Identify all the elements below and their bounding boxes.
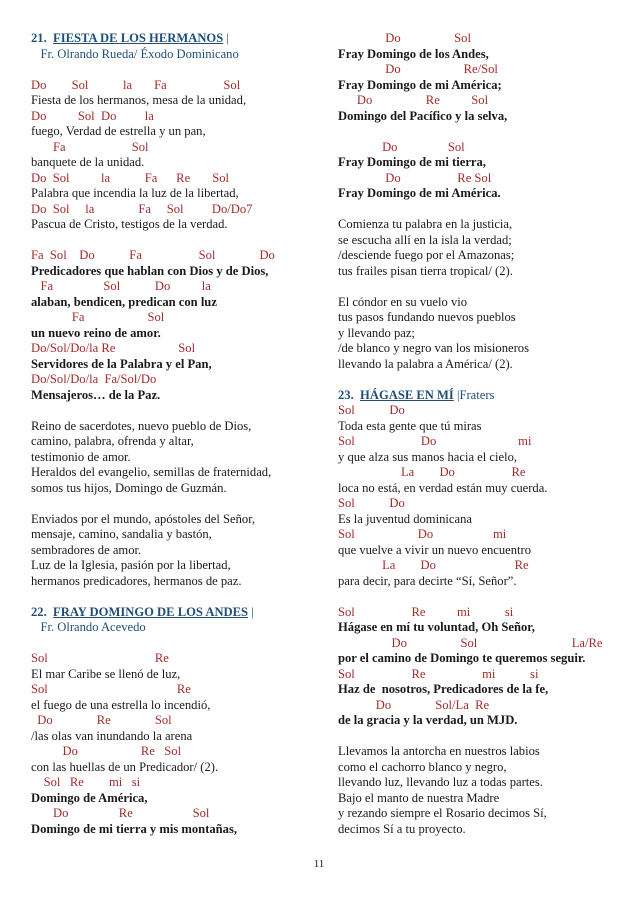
lyric-line: /desciende fuego por el Amazonas; <box>338 248 515 262</box>
song-author: Fr. Olrando Acevedo <box>31 620 146 634</box>
left-column <box>31 31 316 837</box>
chord-line: Sol Re mi si <box>338 604 514 619</box>
chord-line: Do/Sol/Do/la Re Sol <box>31 341 196 355</box>
lyric-line: decimos Sí a tu proyecto. <box>338 821 466 836</box>
chord-line: Do Sol la Fa Sol Do/Do7 <box>31 201 253 216</box>
page-number: 11 <box>313 858 325 870</box>
chord-line: Sol Do <box>338 496 405 510</box>
lyric-line: banquete de la unidad. <box>31 155 145 169</box>
spacer <box>338 124 630 140</box>
chorus-lyric-line: Fray Domingo de mi tierra, <box>338 155 486 169</box>
chord-line: Sol Do mi <box>338 434 532 448</box>
song-author-separator: | <box>223 31 229 45</box>
chord-line: Do Sol la Fa Re Sol <box>31 170 230 185</box>
chord-line: Do Re Sol <box>31 713 172 727</box>
chord-line: Fa Sol <box>31 310 165 324</box>
chord-line: Sol Re mi si <box>31 775 141 789</box>
song-title <box>31 31 316 47</box>
chorus-lyric-line: un nuevo reino de amor. <box>31 325 161 340</box>
song-number: 22. <box>31 604 47 619</box>
song-title <box>31 605 316 621</box>
lyric-line: /de blanco y negro van los misioneros <box>338 341 529 355</box>
chorus-lyric-line: Mensajeros… de la Paz. <box>31 387 161 402</box>
song-name: FRAY DOMINGO DE LOS ANDES <box>53 604 249 619</box>
spacer <box>31 62 316 78</box>
lyric-line: somos tus hijos, Domingo de Guzmán. <box>31 480 227 495</box>
lyric-line: y llevando paz; <box>338 325 415 340</box>
right-column <box>338 31 630 837</box>
chord-line: Sol Re mi si <box>338 666 539 681</box>
chorus-lyric-line: Fray Domingo de mi América; <box>338 77 502 92</box>
lyric-line: /las olas van inundando la arena <box>31 728 193 743</box>
chord-line: Fa Sol Do Fa Sol Do <box>31 248 275 262</box>
chord-line: Do Re Sol <box>31 744 182 758</box>
chorus-lyric-line: Predicadores que hablan con Dios y de Dios, <box>31 263 269 278</box>
lyric-line: el fuego de una estrella lo incendió, <box>31 697 211 712</box>
lyric-line: se escucha allí en la isla la verdad; <box>338 232 512 247</box>
lyric-line: Heraldos del evangelio, semillas de fraternidad, <box>31 465 272 479</box>
lyric-line: Pascua de Cristo, testigos de la verdad. <box>31 217 228 231</box>
spacer <box>338 279 630 295</box>
lyric-line: Es la juventud dominicana <box>338 511 472 526</box>
spacer <box>338 589 630 605</box>
lyric-line: tus frailes pisan tierra tropical/ (2). <box>338 263 513 278</box>
lyric-line: mensaje, camino, sandalia y bastón, <box>31 527 212 541</box>
chord-line: Sol Do <box>338 403 405 417</box>
lyric-line: Palabra que incendia la luz de la libertad, <box>31 186 239 200</box>
song-number: 21. <box>31 31 47 45</box>
song-title <box>338 388 630 404</box>
chord-line: Fa Sol Do la <box>31 279 211 293</box>
chorus-lyric-line: Domingo de América, <box>31 790 148 805</box>
chord-line: Do Re/Sol <box>338 62 498 76</box>
lyric-line: con las huellas de un Predicador/ (2). <box>31 759 219 774</box>
spacer <box>31 233 316 249</box>
chord-line: La Do Re <box>338 558 529 572</box>
chord-line: Sol Re <box>31 651 169 665</box>
lyric-line: Luz de la Iglesia, pasión por la libertad, <box>31 558 231 572</box>
song-number: 23. <box>338 387 354 402</box>
spacer <box>31 496 316 512</box>
spacer <box>31 589 316 605</box>
lyric-line: como el cachorro blanco y negro, <box>338 759 507 774</box>
chorus-lyric-line: alaban, bendicen, predican con luz <box>31 294 217 309</box>
chord-line: Sol Do mi <box>338 527 507 541</box>
lyric-line: loca no está, en verdad están muy cuerda. <box>338 480 548 495</box>
spacer <box>31 636 316 652</box>
chorus-lyric-line: por el camino de Domingo te queremos seguir. <box>338 651 586 665</box>
lyric-line: que vuelve a vivir un nuevo encuentro <box>338 542 532 557</box>
song-author-separator: | <box>248 604 254 619</box>
lyric-line: Fiesta de los hermanos, mesa de la unidad, <box>31 93 247 107</box>
chorus-lyric-line: Hágase en mí tu voluntad, Oh Señor, <box>338 620 535 634</box>
chorus-lyric-line: de la gracia y la verdad, un MJD. <box>338 713 518 727</box>
chord-line: Do Sol Do la <box>31 108 154 123</box>
chord-line: Do Re Sol <box>31 806 210 820</box>
chord-line: Do Re Sol <box>338 170 492 185</box>
lyric-line: Llevamos la antorcha en nuestros labios <box>338 744 540 758</box>
lyric-line: fuego, Verdad de estrella y un pan, <box>31 124 206 138</box>
lyric-line: El mar Caribe se llenó de luz, <box>31 666 181 681</box>
spacer <box>31 403 316 419</box>
lyric-line: para decir, para decirte “Sí, Señor”. <box>338 573 517 588</box>
chorus-lyric-line: Fray Domingo de los Andes, <box>338 46 489 61</box>
spacer <box>338 372 630 388</box>
lyric-line: Toda esta gente que tú miras <box>338 418 482 433</box>
chorus-lyric-line: Domingo del Pacífico y la selva, <box>338 108 508 123</box>
chord-line: Fa Sol <box>31 139 149 154</box>
chord-line: Do Sol <box>338 139 465 154</box>
lyric-line: y que alza sus manos hacia el cielo, <box>338 449 518 464</box>
lyric-line: Enviados por el mundo, apóstoles del Señor, <box>31 511 256 526</box>
chorus-lyric-line: Servidores de la Palabra y el Pan, <box>31 356 212 371</box>
lyric-line: El cóndor en su vuelo vio <box>338 294 468 309</box>
lyric-line: tus pasos fundando nuevos pueblos <box>338 310 516 324</box>
chorus-lyric-line: Domingo de mi tierra y mis montañas, <box>31 821 238 836</box>
lyric-line: Bajo el manto de nuestra Madre <box>338 790 500 805</box>
chorus-lyric-line: Haz de nosotros, Predicadores de la fe, <box>338 682 549 696</box>
chord-line: Do/Sol/Do/la Fa/Sol/Do <box>31 372 157 386</box>
lyric-line: testimonio de amor. <box>31 449 131 464</box>
chord-line: Do Re Sol <box>338 93 489 107</box>
lyric-line: camino, palabra, ofrenda y altar, <box>31 434 194 448</box>
spacer <box>338 729 630 745</box>
song-author-separator: |Fraters <box>453 387 495 402</box>
chord-line: Do Sol La/Re <box>338 635 603 650</box>
lyric-line: hermanos predicadores, hermanos de paz. <box>31 573 242 588</box>
lyric-line: Comienza tu palabra en la justicia, <box>338 217 513 231</box>
chord-line: Do Sol <box>338 31 471 45</box>
song-author: Fr. Olrando Rueda/ Éxodo Dominicano <box>31 46 239 61</box>
lyric-line: sembradores de amor. <box>31 542 142 557</box>
chord-line: Do Sol/La Re <box>338 697 490 712</box>
song-name: HÁGASE EN MÍ <box>360 387 454 402</box>
lyric-line: llevando la palabra a América/ (2). <box>338 356 513 371</box>
chord-line: La Do Re <box>338 465 526 479</box>
lyric-line: y rezando siempre el Rosario decimos Sí, <box>338 806 547 820</box>
lyric-line: Reino de sacerdotes, nuevo pueblo de Dios, <box>31 418 252 433</box>
song-name: FIESTA DE LOS HERMANOS <box>53 31 224 45</box>
chord-line: Do Sol la Fa Sol <box>31 77 241 92</box>
lyric-line: llevando luz, llevando luz a todas partes. <box>338 775 543 789</box>
chord-line: Sol Re <box>31 682 191 696</box>
spacer <box>338 202 630 218</box>
chorus-lyric-line: Fray Domingo de mi América. <box>338 186 501 200</box>
